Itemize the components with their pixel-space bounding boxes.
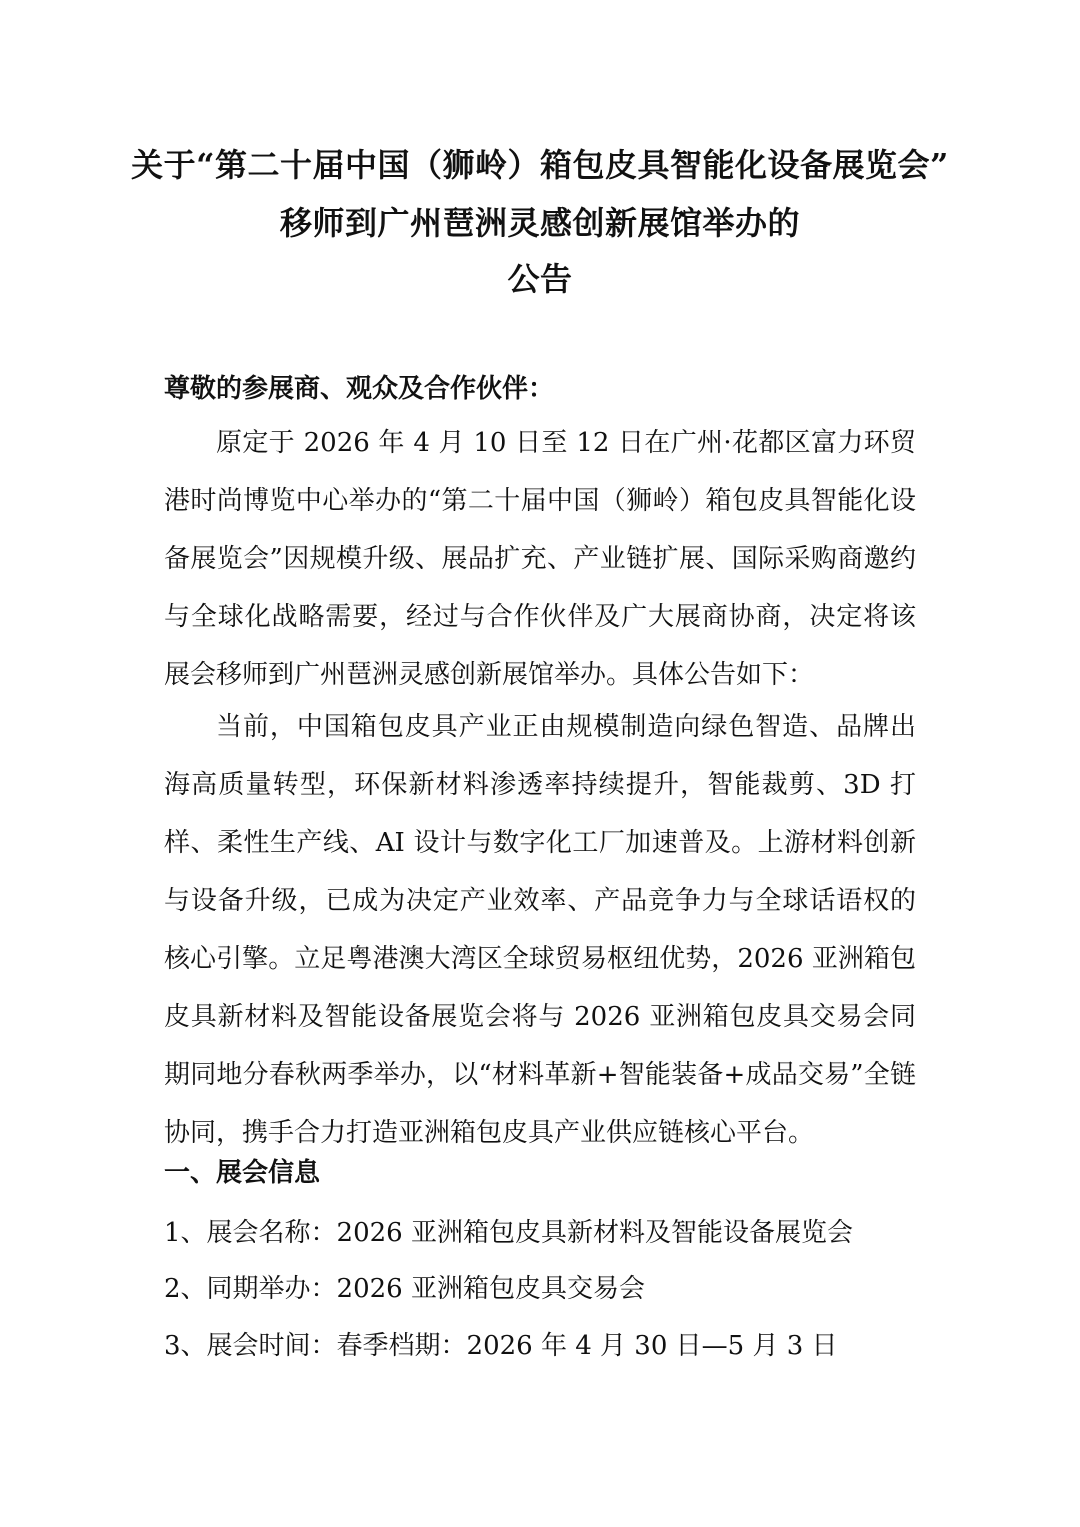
info-item-exhibition-name: 1、展会名称：2026 亚洲箱包皮具新材料及智能设备展览会 xyxy=(164,1218,853,1248)
paragraph-background: 当前，中国箱包皮具产业正由规模制造向绿色智造、品牌出海高质量转型，环保新材料渗透率持续提升，智能裁剪、3D 打样、柔性生产线、AI 设计与数字化工厂加速普及。上游材料创新与设备升级，已成为决定产业效率、产品竞争力与全球话语权的核心引擎。立足粤港澳大湾区全球贸易枢纽优势，2026 亚洲箱包皮具新材料及智能设备展览会将与 2026 亚洲箱包皮具交易会同期同地分春秋两季举办，以“材料革新+智能装备+成品交易”全链协同，携手合力打造亚洲箱包皮具产业供应链核心平台。 xyxy=(164,712,916,1148)
info-item-concurrent-event: 2、同期举办：2026 亚洲箱包皮具交易会 xyxy=(164,1274,645,1304)
section-heading-exhibition-info: 一、展会信息 xyxy=(164,1158,321,1188)
info-item-exhibition-time: 3、展会时间：春季档期：2026 年 4 月 30 日—5 月 3 日 xyxy=(164,1331,838,1361)
title-line-1: 关于“第二十届中国（狮岭）箱包皮具智能化设备展览会” xyxy=(131,146,949,184)
salutation: 尊敬的参展商、观众及合作伙伴： xyxy=(164,374,555,404)
title-line-2: 移师到广州琶洲灵感创新展馆举办的 xyxy=(279,204,800,242)
paragraph-intro: 原定于 2026 年 4 月 10 日至 12 日在广州·花都区富力环贸港时尚博览中心举办的“第二十届中国（狮岭）箱包皮具智能化设备展览会”因规模升级、展品扩充、产业链扩展、国际采购商邀约与全球化战略需要，经过与合作伙伴及广大展商协商，决定将该展会移师到广州琶洲灵感创新展馆举办。具体公告如下： xyxy=(164,428,916,690)
title-line-3: 公告 xyxy=(507,260,573,298)
